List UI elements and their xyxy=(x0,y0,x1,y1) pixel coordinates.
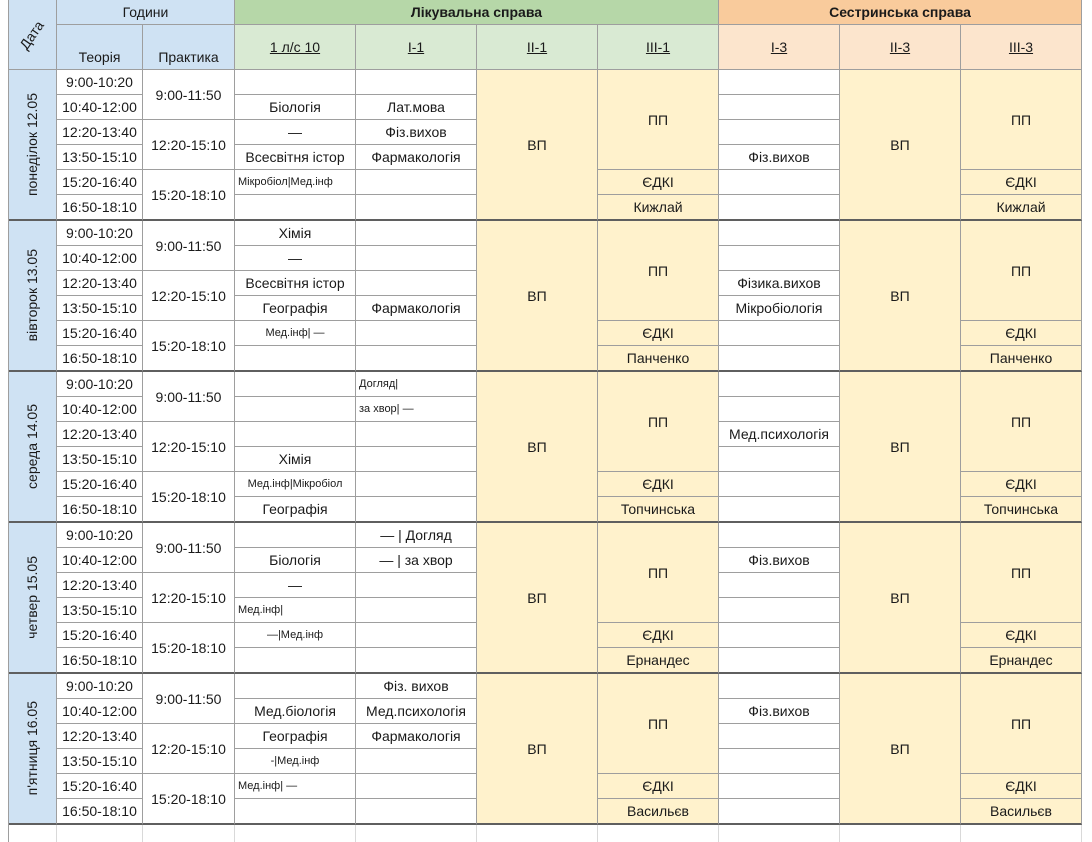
cell-i3[interactable] xyxy=(719,95,840,120)
theory-time-cell[interactable]: 13:50-15:10 xyxy=(57,749,143,774)
cell-i1[interactable]: Лат.мова xyxy=(356,95,477,120)
cell-1ls10[interactable]: Мед.інф|Мікробіол xyxy=(235,472,356,497)
cell-i1[interactable] xyxy=(356,221,477,246)
teacher-cell-iii1[interactable]: Топчинська xyxy=(598,497,719,523)
day-label-text: понеділок 12.05 xyxy=(24,92,40,197)
cell-i3[interactable] xyxy=(719,70,840,95)
grid-line xyxy=(142,825,143,842)
cell-1ls10[interactable] xyxy=(235,422,356,447)
theory-time-cell[interactable]: 10:40-12:00 xyxy=(57,95,143,120)
grid-line xyxy=(355,825,356,842)
cell-1ls10[interactable]: Мед.інф| — xyxy=(235,321,356,346)
vp-cell-ii1[interactable]: ВП xyxy=(477,221,598,372)
theory-time-cell[interactable]: 9:00-10:20 xyxy=(57,221,143,246)
cell-i1[interactable] xyxy=(356,497,477,523)
cell-i3[interactable] xyxy=(719,749,840,774)
day-label[interactable] xyxy=(8,674,57,825)
theory-time-cell[interactable]: 9:00-10:20 xyxy=(57,372,143,397)
cell-i3[interactable]: Мед.психологія xyxy=(719,422,840,447)
cell-i3[interactable] xyxy=(719,346,840,372)
cell-1ls10[interactable]: -|Мед.інф xyxy=(235,749,356,774)
theory-time-cell[interactable]: 16:50-18:10 xyxy=(57,195,143,221)
practice-header[interactable]: Практика xyxy=(143,25,235,70)
theory-time-cell[interactable]: 9:00-10:20 xyxy=(57,523,143,548)
pp-cell-iii1[interactable]: ПП xyxy=(598,221,719,321)
group-header-i1[interactable]: І-1 xyxy=(356,25,477,70)
cell-i1[interactable] xyxy=(356,573,477,598)
theory-time-cell[interactable]: 15:20-16:40 xyxy=(57,774,143,799)
cell-1ls10[interactable] xyxy=(235,799,356,825)
cell-i3[interactable] xyxy=(719,246,840,271)
theory-time-cell[interactable]: 12:20-13:40 xyxy=(57,271,143,296)
cell-1ls10[interactable] xyxy=(235,346,356,372)
theory-time-cell[interactable]: 9:00-10:20 xyxy=(57,674,143,699)
group-header-i3[interactable]: І-3 xyxy=(719,25,840,70)
cell-i3[interactable]: Фіз.вихов xyxy=(719,548,840,573)
theory-time-cell[interactable]: 12:20-13:40 xyxy=(57,573,143,598)
practice-time-cell[interactable]: 9:00-11:50 xyxy=(143,221,235,271)
cell-1ls10[interactable] xyxy=(235,195,356,221)
edki-cell-iii1[interactable]: ЄДКІ xyxy=(598,472,719,497)
edki-cell-iii3[interactable]: ЄДКІ xyxy=(961,623,1082,648)
cell-i1[interactable] xyxy=(356,598,477,623)
cell-i1[interactable] xyxy=(356,623,477,648)
cell-i1[interactable] xyxy=(356,195,477,221)
cell-i1[interactable] xyxy=(356,70,477,95)
grid-line xyxy=(718,825,719,842)
day-label-text: вівторок 13.05 xyxy=(24,249,40,342)
cell-1ls10[interactable] xyxy=(235,372,356,397)
cell-i1[interactable] xyxy=(356,346,477,372)
cell-i3[interactable] xyxy=(719,674,840,699)
cell-1ls10[interactable] xyxy=(235,70,356,95)
cell-i3[interactable]: Фіз.вихов xyxy=(719,699,840,724)
grid-line xyxy=(8,0,9,842)
vp-cell-ii1[interactable]: ВП xyxy=(477,70,598,221)
cell-i3[interactable] xyxy=(719,170,840,195)
cell-1ls10[interactable] xyxy=(235,397,356,422)
group-header-1ls10[interactable]: 1 л/с 10 xyxy=(235,25,356,70)
cell-1ls10[interactable]: Хімія xyxy=(235,447,356,472)
vp-cell-ii1[interactable]: ВП xyxy=(477,372,598,523)
cell-i1[interactable] xyxy=(356,799,477,825)
theory-header[interactable]: Теорія xyxy=(57,25,143,70)
cell-1ls10[interactable]: — xyxy=(235,573,356,598)
cell-i1[interactable]: за хвор| — xyxy=(356,397,477,422)
cell-i3[interactable] xyxy=(719,321,840,346)
cell-1ls10[interactable]: Всесвітня істор xyxy=(235,271,356,296)
vp-cell-ii3[interactable]: ВП xyxy=(840,221,961,372)
cell-i3[interactable] xyxy=(719,598,840,623)
cell-1ls10[interactable] xyxy=(235,523,356,548)
practice-time-cell[interactable]: 9:00-11:50 xyxy=(143,70,235,120)
cell-i3[interactable] xyxy=(719,774,840,799)
cell-i1[interactable]: — | за хвор xyxy=(356,548,477,573)
practice-time-cell[interactable]: 12:20-15:10 xyxy=(143,724,235,774)
cell-i1[interactable] xyxy=(356,170,477,195)
day-label-text: четвер 15.05 xyxy=(24,556,40,639)
theory-time-cell[interactable]: 12:20-13:40 xyxy=(57,422,143,447)
group-header-iii3[interactable]: ІІІ-3 xyxy=(961,25,1082,70)
cell-i3[interactable] xyxy=(719,372,840,397)
cell-i1[interactable] xyxy=(356,472,477,497)
teacher-cell-iii1[interactable]: Панченко xyxy=(598,346,719,372)
cell-1ls10[interactable]: Мед.інф| — xyxy=(235,774,356,799)
cell-1ls10[interactable]: — xyxy=(235,246,356,271)
day-label-text: середа 14.05 xyxy=(24,404,40,489)
cell-i1[interactable] xyxy=(356,246,477,271)
cell-i1[interactable] xyxy=(356,774,477,799)
practice-time-cell[interactable]: 12:20-15:10 xyxy=(143,422,235,472)
grid-line xyxy=(839,825,840,842)
theory-time-cell[interactable]: 10:40-12:00 xyxy=(57,699,143,724)
cell-1ls10[interactable]: Географія xyxy=(235,296,356,321)
theory-time-cell[interactable]: 13:50-15:10 xyxy=(57,145,143,170)
day-label[interactable] xyxy=(8,221,57,372)
practice-time-cell[interactable]: 9:00-11:50 xyxy=(143,372,235,422)
theory-time-cell[interactable]: 10:40-12:00 xyxy=(57,246,143,271)
vp-cell-ii3[interactable]: ВП xyxy=(840,523,961,674)
edki-cell-iii3[interactable]: ЄДКІ xyxy=(961,472,1082,497)
cell-i3[interactable] xyxy=(719,523,840,548)
nursing-header[interactable]: Сестринська справа xyxy=(719,0,1082,25)
cell-i1[interactable]: Фармакологія xyxy=(356,145,477,170)
day-label[interactable] xyxy=(8,70,57,221)
cell-i1[interactable]: Фармакологія xyxy=(356,724,477,749)
edki-cell-iii3[interactable]: ЄДКІ xyxy=(961,170,1082,195)
pp-cell-iii1[interactable]: ПП xyxy=(598,70,719,170)
theory-time-cell[interactable]: 13:50-15:10 xyxy=(57,296,143,321)
theory-time-cell[interactable]: 10:40-12:00 xyxy=(57,397,143,422)
cell-i1[interactable] xyxy=(356,422,477,447)
theory-time-cell[interactable]: 16:50-18:10 xyxy=(57,648,143,674)
cell-i1[interactable]: Догляд| xyxy=(356,372,477,397)
cell-1ls10[interactable]: Мед.біологія xyxy=(235,699,356,724)
cell-i3[interactable] xyxy=(719,497,840,523)
cell-1ls10[interactable]: Мед.інф| xyxy=(235,598,356,623)
cell-i1[interactable]: Фармакологія xyxy=(356,296,477,321)
vp-cell-ii3[interactable]: ВП xyxy=(840,372,961,523)
cell-1ls10[interactable] xyxy=(235,648,356,674)
pp-cell-iii1[interactable]: ПП xyxy=(598,372,719,472)
grid-line xyxy=(234,825,235,842)
date-header-label: Дата xyxy=(16,17,48,52)
cell-i3[interactable] xyxy=(719,724,840,749)
day-label[interactable] xyxy=(8,372,57,523)
hours-header[interactable]: Години xyxy=(57,0,235,25)
cell-i3[interactable] xyxy=(719,397,840,422)
vp-cell-ii1[interactable]: ВП xyxy=(477,674,598,825)
pp-cell-iii3[interactable]: ПП xyxy=(961,70,1082,170)
edki-cell-iii3[interactable]: ЄДКІ xyxy=(961,321,1082,346)
pp-cell-iii3[interactable]: ПП xyxy=(961,523,1082,623)
cell-i3[interactable] xyxy=(719,195,840,221)
teacher-cell-iii1[interactable]: Кижлай xyxy=(598,195,719,221)
cell-i3[interactable] xyxy=(719,120,840,145)
theory-time-cell[interactable]: 10:40-12:00 xyxy=(57,548,143,573)
theory-time-cell[interactable]: 16:50-18:10 xyxy=(57,497,143,523)
theory-time-cell[interactable]: 9:00-10:20 xyxy=(57,70,143,95)
grid-line xyxy=(1081,825,1082,842)
cell-i1[interactable] xyxy=(356,321,477,346)
cell-i3[interactable]: Мікробіологія xyxy=(719,296,840,321)
grid-line xyxy=(597,825,598,842)
cell-1ls10[interactable]: Біологія xyxy=(235,95,356,120)
teacher-cell-iii3[interactable]: Панченко xyxy=(961,346,1082,372)
cell-i3[interactable]: Фізика.вихов xyxy=(719,271,840,296)
cell-i3[interactable] xyxy=(719,799,840,825)
practice-time-cell[interactable]: 9:00-11:50 xyxy=(143,523,235,573)
day-label-text: п'ятниця 16.05 xyxy=(24,701,40,796)
edki-cell-iii1[interactable]: ЄДКІ xyxy=(598,774,719,799)
pp-cell-iii1[interactable]: ПП xyxy=(598,523,719,623)
theory-time-cell[interactable]: 13:50-15:10 xyxy=(57,447,143,472)
teacher-cell-iii3[interactable]: Кижлай xyxy=(961,195,1082,221)
edki-cell-iii3[interactable]: ЄДКІ xyxy=(961,774,1082,799)
theory-time-cell[interactable]: 15:20-16:40 xyxy=(57,623,143,648)
cell-1ls10[interactable]: — xyxy=(235,120,356,145)
theory-time-cell[interactable]: 12:20-13:40 xyxy=(57,724,143,749)
date-header[interactable] xyxy=(8,0,57,70)
practice-time-cell[interactable]: 15:20-18:10 xyxy=(143,321,235,372)
group-header-ii3[interactable]: ІІ-3 xyxy=(840,25,961,70)
practice-time-cell[interactable]: 15:20-18:10 xyxy=(143,774,235,825)
teacher-cell-iii3[interactable]: Топчинська xyxy=(961,497,1082,523)
practice-time-cell[interactable]: 15:20-18:10 xyxy=(143,170,235,221)
cell-i3[interactable] xyxy=(719,447,840,472)
cell-1ls10[interactable]: Географія xyxy=(235,724,356,749)
vp-cell-ii3[interactable]: ВП xyxy=(840,674,961,825)
edki-cell-iii1[interactable]: ЄДКІ xyxy=(598,321,719,346)
theory-time-cell[interactable]: 12:20-13:40 xyxy=(57,120,143,145)
teacher-cell-iii1[interactable]: Васильєв xyxy=(598,799,719,825)
grid-line xyxy=(476,825,477,842)
practice-time-cell[interactable]: 15:20-18:10 xyxy=(143,623,235,674)
cell-1ls10[interactable] xyxy=(235,674,356,699)
group-header-ii1[interactable]: ІІ-1 xyxy=(477,25,598,70)
cell-i1[interactable] xyxy=(356,749,477,774)
theory-time-cell[interactable]: 13:50-15:10 xyxy=(57,598,143,623)
theory-time-cell[interactable]: 15:20-16:40 xyxy=(57,472,143,497)
practice-time-cell[interactable]: 12:20-15:10 xyxy=(143,573,235,623)
cell-i3[interactable] xyxy=(719,472,840,497)
practice-time-cell[interactable]: 12:20-15:10 xyxy=(143,271,235,321)
pp-cell-iii3[interactable]: ПП xyxy=(961,221,1082,321)
vp-cell-ii1[interactable]: ВП xyxy=(477,523,598,674)
grid-line xyxy=(56,825,57,842)
cell-i1[interactable]: — | Догляд xyxy=(356,523,477,548)
theory-time-cell[interactable]: 15:20-16:40 xyxy=(57,170,143,195)
cell-i1[interactable] xyxy=(356,648,477,674)
pp-cell-iii1[interactable]: ПП xyxy=(598,674,719,774)
teacher-cell-iii3[interactable]: Ернандес xyxy=(961,648,1082,674)
cell-1ls10[interactable]: Географія xyxy=(235,497,356,523)
cell-1ls10[interactable]: Всесвітня істор xyxy=(235,145,356,170)
cell-i1[interactable]: Фіз. вихов xyxy=(356,674,477,699)
teacher-cell-iii1[interactable]: Ернандес xyxy=(598,648,719,674)
cell-1ls10[interactable]: Хімія xyxy=(235,221,356,246)
cell-i1[interactable]: Фіз.вихов xyxy=(356,120,477,145)
day-label[interactable] xyxy=(8,523,57,674)
theory-time-cell[interactable]: 16:50-18:10 xyxy=(57,799,143,825)
practice-time-cell[interactable]: 12:20-15:10 xyxy=(143,120,235,170)
group-header-iii1[interactable]: ІІІ-1 xyxy=(598,25,719,70)
pp-cell-iii3[interactable]: ПП xyxy=(961,372,1082,472)
cell-i3[interactable] xyxy=(719,573,840,598)
cell-1ls10[interactable]: —|Мед.інф xyxy=(235,623,356,648)
practice-time-cell[interactable]: 15:20-18:10 xyxy=(143,472,235,523)
cell-i1[interactable] xyxy=(356,447,477,472)
cell-i3[interactable]: Фіз.вихов xyxy=(719,145,840,170)
theory-time-cell[interactable]: 15:20-16:40 xyxy=(57,321,143,346)
cell-i3[interactable] xyxy=(719,623,840,648)
grid-line xyxy=(960,825,961,842)
cell-i3[interactable] xyxy=(719,221,840,246)
medical-care-header[interactable]: Лікувальна справа xyxy=(235,0,719,25)
edki-cell-iii1[interactable]: ЄДКІ xyxy=(598,170,719,195)
theory-time-cell[interactable]: 16:50-18:10 xyxy=(57,346,143,372)
edki-cell-iii1[interactable]: ЄДКІ xyxy=(598,623,719,648)
pp-cell-iii3[interactable]: ПП xyxy=(961,674,1082,774)
teacher-cell-iii3[interactable]: Васильєв xyxy=(961,799,1082,825)
cell-1ls10[interactable]: Біологія xyxy=(235,548,356,573)
practice-time-cell[interactable]: 9:00-11:50 xyxy=(143,674,235,724)
cell-i1[interactable] xyxy=(356,271,477,296)
vp-cell-ii3[interactable]: ВП xyxy=(840,70,961,221)
cell-1ls10[interactable]: Мікробіол|Мед.інф xyxy=(235,170,356,195)
cell-i3[interactable] xyxy=(719,648,840,674)
cell-i1[interactable]: Мед.психологія xyxy=(356,699,477,724)
